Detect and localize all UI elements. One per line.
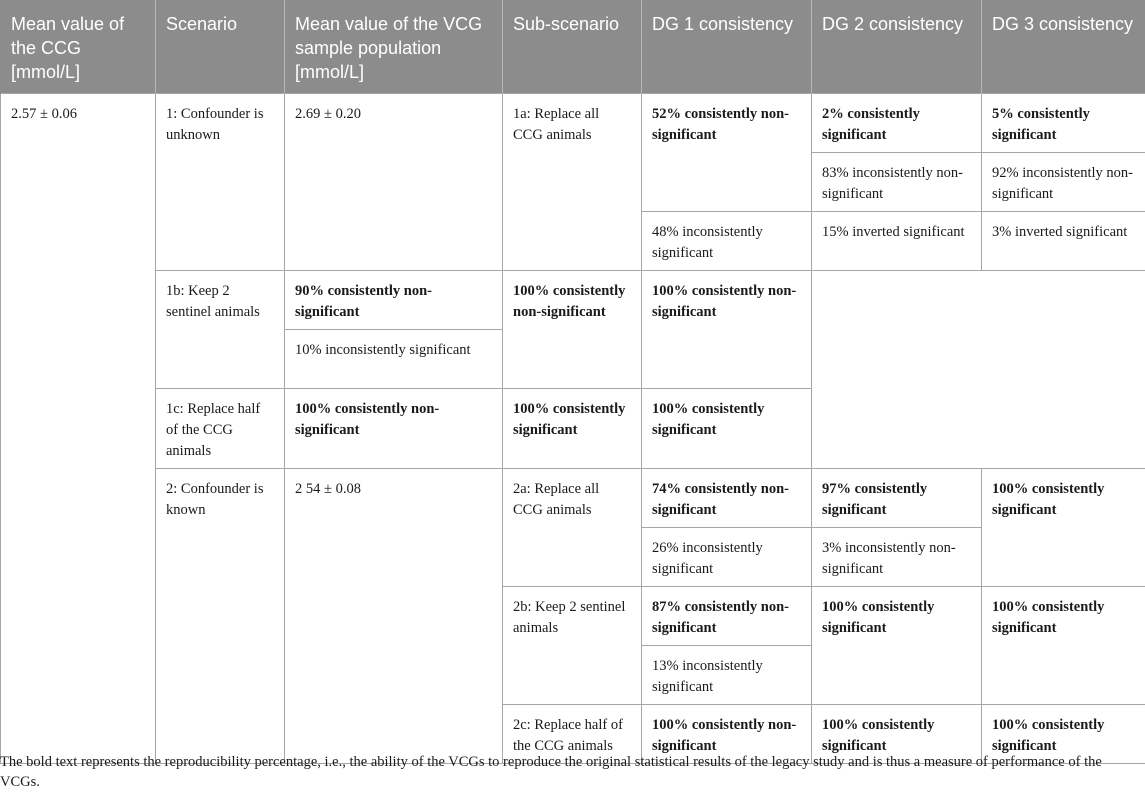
sub-scenario-cell: 1b: Keep 2 sentinel animals	[156, 271, 285, 389]
dg2-cell: 3% inconsistently non-significant	[812, 528, 982, 587]
header-sub-scenario: Sub-scenario	[503, 0, 642, 94]
scenario-cell: 2: Confounder is known	[156, 469, 285, 764]
dg3-cell: 100% consistently significant	[982, 469, 1145, 587]
dg3-cell: 100% consistently significant	[982, 587, 1145, 705]
dg3-cell: 5% consistently significant	[982, 94, 1145, 153]
table-row	[1, 271, 1145, 330]
dg1-cell: 13% inconsistently significant	[642, 646, 812, 705]
table-footnote: The bold text represents the reproducibility percentage, i.e., the ability of the VCGs to reproduce the original statistical results of the legacy study and is thus a measure of performance of the VCGs.	[0, 752, 1140, 792]
ccg-mean-continuation	[1, 528, 156, 587]
header-dg1: DG 1 consistency	[642, 0, 812, 94]
ccg-mean-continuation	[1, 587, 156, 646]
sub-scenario-cell: 2b: Keep 2 sentinel animals	[503, 587, 642, 705]
header-row	[1, 0, 1145, 94]
header-vcg-mean: Mean value of the VCG sample population [mmol/L]	[285, 0, 503, 94]
ccg-mean-continuation	[1, 469, 156, 528]
dg1-cell: 10% inconsistently significant	[285, 330, 503, 389]
dg3-cell: 100% consistently non-significant	[642, 271, 812, 389]
dg1-cell: 87% consistently non-significant	[642, 587, 812, 646]
header-ccg-mean: Mean value of the CCG [mmol/L]	[1, 0, 156, 94]
dg1-cell: 90% consistently non-significant	[285, 271, 503, 330]
header-dg3: DG 3 consistency	[982, 0, 1145, 94]
sub-scenario-cell: 2c: Replace half of the CCG animals	[503, 705, 642, 764]
dg2-cell: 97% consistently significant	[812, 469, 982, 528]
scenario-cell: 1: Confounder is unknown	[156, 94, 285, 271]
dg2-cell: 15% inverted significant	[812, 212, 982, 271]
dg1-cell: 74% consistently non-significant	[642, 469, 812, 528]
sub-scenario-cell: 1c: Replace half of the CCG animals	[156, 389, 285, 469]
ccg-mean-continuation	[1, 646, 156, 705]
header-scenario: Scenario	[156, 0, 285, 94]
table-row	[1, 469, 1145, 528]
dg1-cell: 52% consistently non-significant	[642, 94, 812, 212]
ccg-mean-cell: 2.57 ± 0.06	[1, 94, 156, 469]
dg2-cell: 100% consistently significant	[812, 587, 982, 705]
table-row	[1, 389, 1145, 469]
sub-scenario-cell: 1a: Replace all CCG animals	[503, 94, 642, 271]
dg2-cell: 100% consistently non-significant	[503, 271, 642, 389]
dg3-cell: 3% inverted significant	[982, 212, 1145, 271]
vcg-mean-cell: 2 54 ± 0.08	[285, 469, 503, 764]
header-dg2: DG 2 consistency	[812, 0, 982, 94]
dg2-cell: 2% consistently significant	[812, 94, 982, 153]
dg3-cell: 100% consistently significant	[982, 705, 1145, 764]
dg2-cell: 100% consistently significant	[812, 705, 982, 764]
dg2-cell: 100% consistently significant	[503, 389, 642, 469]
dg1-cell: 26% inconsistently significant	[642, 528, 812, 587]
dg3-cell: 100% consistently significant	[642, 389, 812, 469]
dg1-cell: 100% consistently non-significant	[285, 389, 503, 469]
table-row	[1, 94, 1145, 153]
dg1-cell: 100% consistently non-significant	[642, 705, 812, 764]
dg2-cell: 83% inconsistently non-significant	[812, 153, 982, 212]
vcg-mean-cell: 2.69 ± 0.20	[285, 94, 503, 271]
dg1-cell: 48% inconsistently significant	[642, 212, 812, 271]
sub-scenario-cell: 2a: Replace all CCG animals	[503, 469, 642, 587]
dg3-cell: 92% inconsistently non-significant	[982, 153, 1145, 212]
